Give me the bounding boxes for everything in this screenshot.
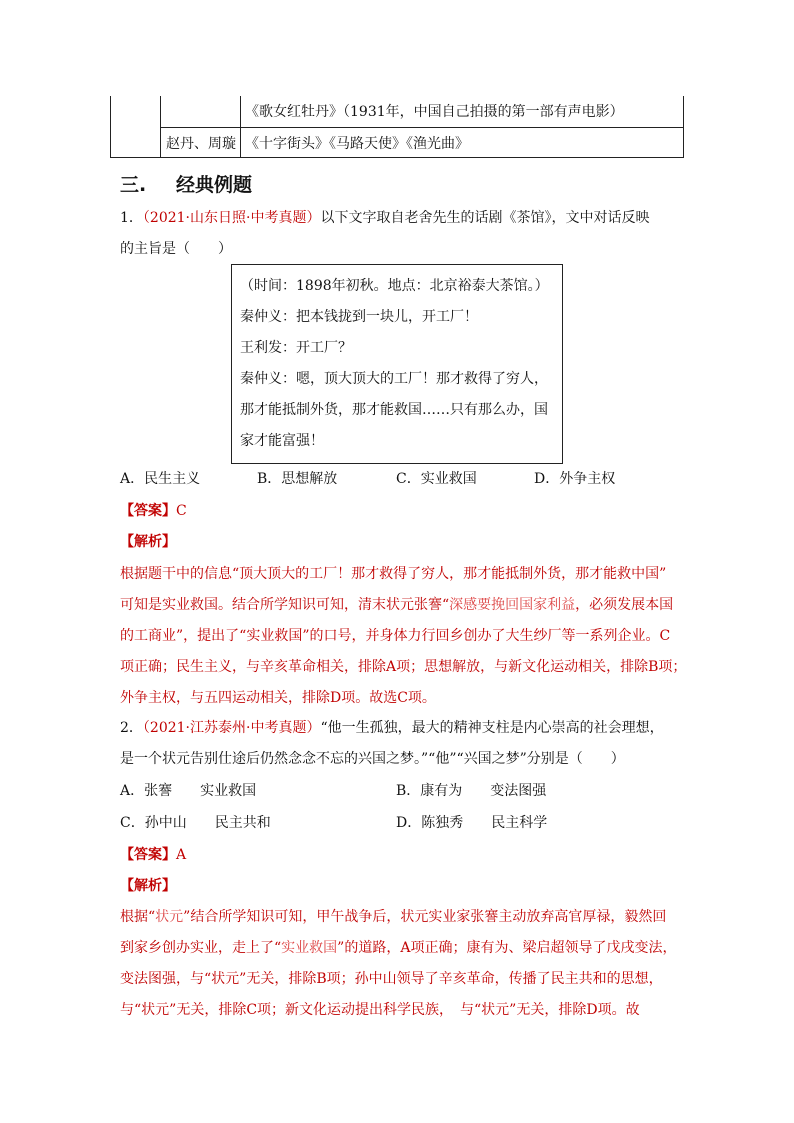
table-cell-person: 赵丹、周璇 (166, 136, 236, 152)
quote-line: 王利发：开工厂？ (240, 340, 352, 356)
analysis-line: 外争主权，与五四运动相关，排除D项。故选C项。 (120, 690, 436, 706)
analysis-text: ”的道路，A项正确；康有为、梁启超领导了戊戌变法， (337, 940, 677, 956)
question-number: 1． (120, 210, 143, 226)
table-border (110, 96, 111, 158)
analysis-line (120, 938, 676, 958)
option-a: A．民生主义 (120, 471, 201, 487)
question-2-stem-cont: 是一个状元告别仕途后仍然念念不忘的兴国之梦。”“他”“兴国之梦”分别是（ ） (120, 751, 625, 767)
analysis-line: 变法图强，与“状元”无关，排除B项；孙中山领导了辛亥革命，传播了民主共和的思想， (120, 971, 663, 987)
film-table (110, 96, 684, 158)
question-source: （2021·山东日照·中考真题） (142, 210, 321, 226)
analysis-line (120, 595, 673, 615)
answer-line (120, 501, 187, 521)
quote-box (231, 264, 563, 464)
question-number: 2． (120, 720, 143, 736)
analysis-line: 的工商业”，提出了“实业救国”的口号，并身体力行回乡创办了大生纱厂等一系列企业。C (120, 628, 671, 644)
analysis-text: 到家乡创办实业，走上了“ (120, 940, 282, 956)
answer-value: A (176, 847, 187, 863)
analysis-highlight: 实业救国 (281, 940, 338, 956)
quote-line: 那才能抵制外货，那才能救国……只有那么办，国 (240, 402, 548, 418)
answer-line (120, 845, 186, 865)
analysis-line: 根据题干中的信息“顶大顶大的工厂！那才救得了穷人，那才能抵制外货，那才能救中国” (120, 566, 667, 582)
answer-label: 【答案】 (120, 503, 176, 519)
option-a: A．张謇 实业救国 (120, 783, 257, 799)
option-c: C．孙中山 民主共和 (120, 815, 271, 831)
section-number: 三. (120, 174, 147, 196)
question-1-stem-cont: 的主旨是（ ） (120, 241, 232, 257)
option-d: D．外争主权 (534, 471, 616, 487)
analysis-highlight: 状元 (155, 909, 184, 925)
table-border (110, 157, 684, 158)
quote-line: 家才能富强！ (240, 433, 324, 449)
analysis-line: 项正确；民生主义，与辛亥革命相关，排除A项；思想解放，与新文化运动相关，排除B项； (120, 659, 687, 675)
question-1-stem (120, 208, 649, 228)
option-d: D．陈独秀 民主科学 (396, 815, 548, 831)
table-cell-work: 《歌女红牡丹》（1931年，中国自己拍摄的第一部有声电影） (245, 104, 624, 120)
analysis-line: 与“状元”无关，排除C项；新文化运动提出科学民族， 与“状元”无关，排除D项。故 (120, 1002, 640, 1018)
option-c: C．实业救国 (396, 471, 477, 487)
answer-value: C (176, 503, 187, 519)
analysis-label: 【解析】 (120, 534, 176, 550)
section-heading (120, 170, 252, 197)
table-cell-work: 《十字街头》《马路天使》《渔光曲》 (245, 136, 469, 152)
quote-line: 秦仲义：把本钱拢到一块儿，开工厂！ (240, 309, 478, 325)
table-border (160, 127, 684, 128)
answer-label: 【答案】 (120, 847, 176, 863)
section-title: 经典例题 (176, 174, 253, 196)
option-b: B．康有为 变法图强 (396, 783, 547, 799)
analysis-label: 【解析】 (120, 878, 176, 894)
analysis-text: ”结合所学知识可知，甲午战争后，状元实业家张謇主动放弃高官厚禄，毅然回 (183, 909, 667, 925)
question-2-stem (120, 718, 664, 738)
option-b: B．思想解放 (257, 471, 338, 487)
quote-line: 秦仲义：嗯，顶大顶大的工厂！那才救得了穷人， (240, 371, 548, 387)
analysis-text: 可知是实业救国。结合所学知识可知，清末状元张謇“ (120, 597, 450, 613)
question-source: （2021·江苏泰州·中考真题） (142, 720, 321, 736)
quote-line: （时间：1898年初秋。地点：北京裕泰大茶馆。） (240, 278, 549, 294)
analysis-text: 根据“ (120, 909, 156, 925)
analysis-highlight: 深感要挽回国家利益 (449, 597, 576, 613)
question-text: 以下文字取自老舍先生的话剧《茶馆》，文中对话反映 (320, 210, 650, 226)
analysis-text: ，必须发展本国 (575, 597, 674, 613)
question-text: “他一生孤独，最大的精神支柱是内心崇高的社会理想， (320, 720, 664, 736)
analysis-line (120, 907, 666, 927)
